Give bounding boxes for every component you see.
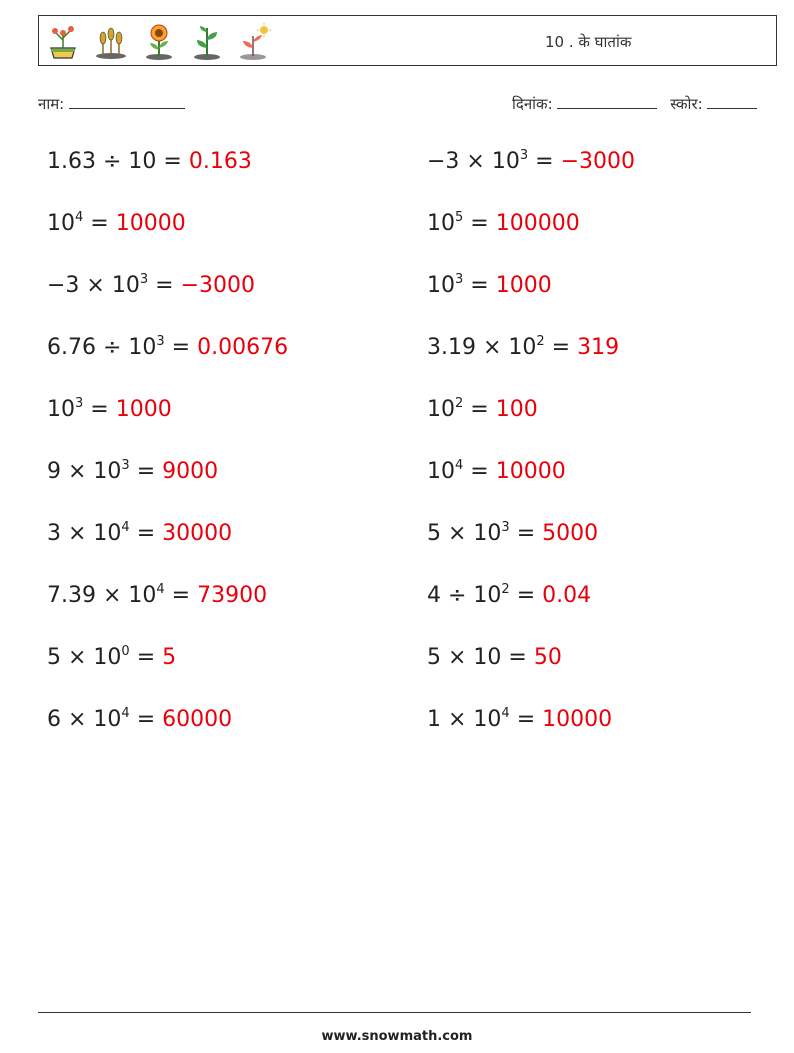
equals-sign: = <box>463 397 496 422</box>
equals-sign: = <box>83 397 116 422</box>
problem-answer: 9000 <box>162 459 219 484</box>
problem-exponent: 4 <box>501 706 510 721</box>
problem-answer: 1000 <box>495 273 552 298</box>
problem-question: 10 <box>47 211 75 236</box>
problem-question: 1 × 10 <box>427 707 502 732</box>
date-score-field <box>512 93 757 114</box>
problem-item <box>47 210 186 238</box>
problem-item <box>427 272 552 300</box>
problem-item <box>47 272 255 300</box>
equals-sign: = <box>509 583 543 608</box>
problem-answer: 5 <box>162 645 177 670</box>
problem-answer: 60000 <box>162 707 233 732</box>
flower-pot-icon <box>45 22 81 62</box>
problem-item <box>427 334 619 362</box>
problem-item <box>427 210 580 238</box>
problem-question: 5 × 10 <box>427 521 502 546</box>
problem-question: 7.39 × 10 <box>47 583 157 608</box>
problem-item <box>427 458 566 486</box>
problem-exponent: 0 <box>121 644 130 659</box>
problem-exponent: 4 <box>75 210 84 225</box>
problem-question: 10 <box>427 211 455 236</box>
equals-sign: = <box>509 707 543 732</box>
problem-exponent: 3 <box>75 396 84 411</box>
name-label: नाम: <box>38 95 65 113</box>
problem-item <box>47 520 232 548</box>
problem-item <box>47 396 172 424</box>
equals-sign: = <box>463 211 496 236</box>
problem-item <box>427 706 612 734</box>
problem-question: 10 <box>427 459 455 484</box>
equals-sign: = <box>129 521 163 546</box>
footer-divider <box>38 1012 751 1013</box>
problem-question: 9 × 10 <box>47 459 122 484</box>
problem-exponent: 3 <box>519 148 529 163</box>
problem-exponent: 3 <box>455 272 464 287</box>
problem-question: −3 × 10 <box>427 149 520 174</box>
equals-sign: = <box>156 149 189 174</box>
problem-answer: 319 <box>577 335 620 360</box>
problem-exponent: 3 <box>139 272 149 287</box>
problem-exponent: 3 <box>121 458 130 473</box>
worksheet-title: 10 . के घातांक <box>545 33 632 51</box>
problem-question: 3.19 × 10 <box>427 335 537 360</box>
problem-question: 10 <box>47 397 75 422</box>
problem-answer: 30000 <box>162 521 233 546</box>
problem-exponent: 4 <box>455 458 464 473</box>
equals-sign: = <box>129 459 163 484</box>
problem-answer: 10000 <box>495 459 566 484</box>
problem-answer: 73900 <box>197 583 268 608</box>
problem-item <box>427 520 598 548</box>
problem-exponent: 4 <box>121 706 130 721</box>
equals-sign: = <box>83 211 116 236</box>
equals-sign: = <box>463 273 496 298</box>
problem-answer: 100 <box>495 397 538 422</box>
equals-sign: = <box>544 335 578 360</box>
sprout-icon <box>189 22 225 62</box>
equals-sign: = <box>164 335 198 360</box>
problem-item <box>47 706 232 734</box>
problem-question: 1.63 ÷ 10 <box>47 149 157 174</box>
problem-item <box>47 458 218 486</box>
problem-question: 5 × 10 <box>47 645 122 670</box>
problem-item <box>427 644 562 672</box>
problem-question: 6.76 ÷ 10 <box>47 335 157 360</box>
problem-item <box>427 582 591 610</box>
problem-item <box>47 148 252 176</box>
name-blank <box>69 93 185 109</box>
plant-sun-icon <box>237 22 273 62</box>
equals-sign: = <box>463 459 496 484</box>
problem-item <box>427 396 538 424</box>
problem-item <box>47 644 176 672</box>
equals-sign: = <box>509 521 543 546</box>
problem-answer: 5000 <box>542 521 599 546</box>
problem-answer: 0.00676 <box>197 335 289 360</box>
problem-answer: 10000 <box>115 211 186 236</box>
footer-url: www.snowmath.com <box>321 1029 473 1044</box>
problem-question: 10 <box>427 397 455 422</box>
problem-answer: 0.04 <box>542 583 592 608</box>
header-box <box>38 15 777 66</box>
score-label: स्कोर: <box>670 95 703 113</box>
problem-exponent: 5 <box>455 210 464 225</box>
problem-exponent: 3 <box>501 520 510 535</box>
problem-answer: −3000 <box>560 149 635 174</box>
problem-question: 5 × 10 <box>427 645 502 670</box>
problem-question: −3 × 10 <box>47 273 140 298</box>
equals-sign: = <box>501 645 534 670</box>
date-label: दिनांक: <box>512 95 553 113</box>
problem-exponent: 3 <box>156 334 165 349</box>
problem-question: 6 × 10 <box>47 707 122 732</box>
problem-exponent: 2 <box>501 582 510 597</box>
problem-exponent: 2 <box>536 334 545 349</box>
problem-item <box>427 148 635 176</box>
problem-item <box>47 334 288 362</box>
problem-question: 4 ÷ 10 <box>427 583 502 608</box>
wheat-icon <box>93 22 129 62</box>
problem-exponent: 4 <box>156 582 165 597</box>
sunflower-icon <box>141 22 177 62</box>
header-icons <box>45 22 273 62</box>
problem-question: 10 <box>427 273 455 298</box>
name-field <box>38 93 185 114</box>
problem-exponent: 2 <box>455 396 464 411</box>
problem-answer: 100000 <box>495 211 580 236</box>
equals-sign: = <box>129 645 163 670</box>
problem-answer: 1000 <box>115 397 172 422</box>
problem-answer: 50 <box>533 645 562 670</box>
problem-question: 3 × 10 <box>47 521 122 546</box>
problem-answer: −3000 <box>180 273 255 298</box>
equals-sign: = <box>129 707 163 732</box>
problem-item <box>47 582 267 610</box>
problem-exponent: 4 <box>121 520 130 535</box>
date-blank <box>557 93 657 109</box>
equals-sign: = <box>528 149 561 174</box>
equals-sign: = <box>164 583 198 608</box>
equals-sign: = <box>148 273 181 298</box>
score-blank <box>707 93 757 109</box>
problem-answer: 10000 <box>542 707 613 732</box>
problem-answer: 0.163 <box>188 149 252 174</box>
